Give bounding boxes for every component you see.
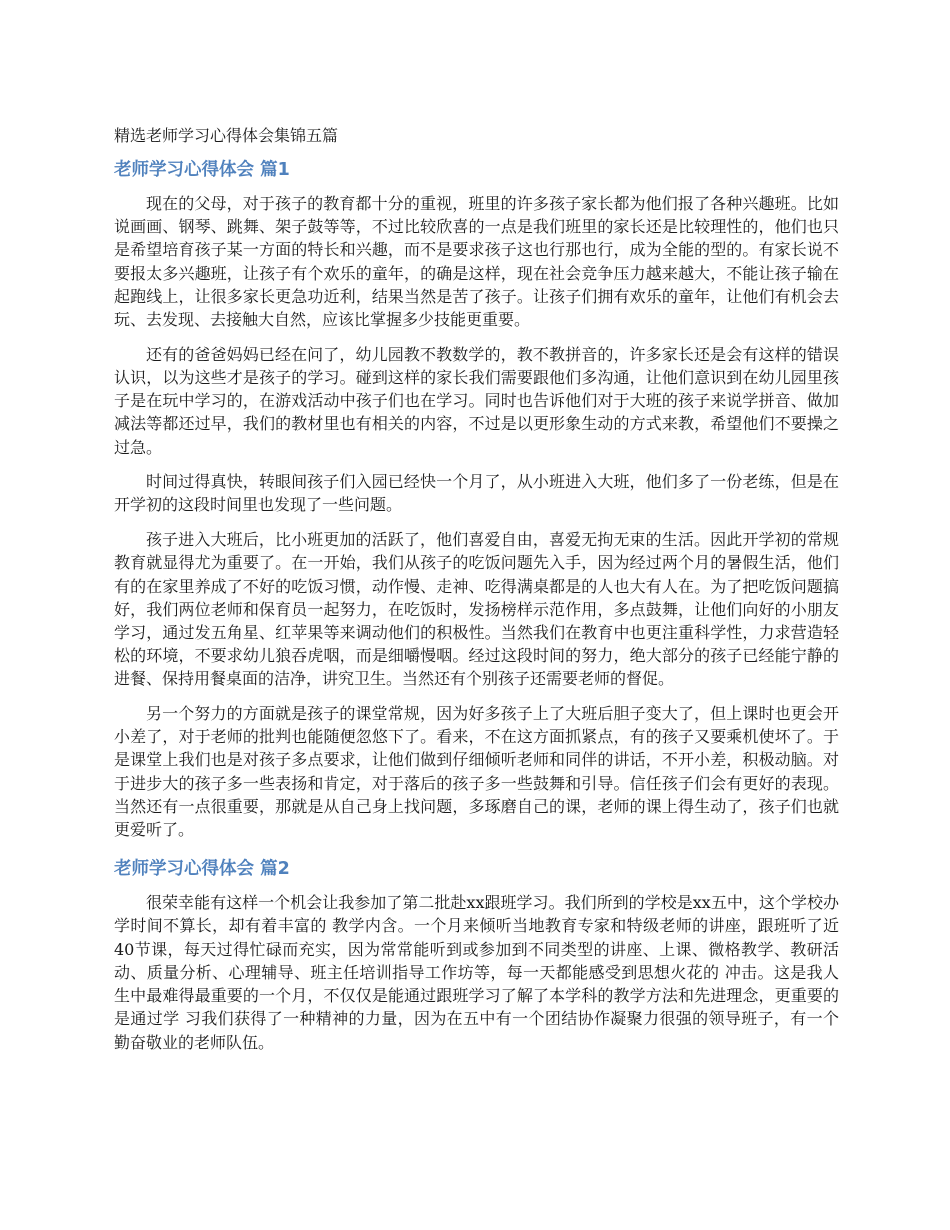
section-heading: 老师学习心得体会 篇2 — [114, 859, 290, 880]
paragraph: 时间过得真快，转眼间孩子们入园已经快一个月了，从小班进入大班，他们多了一份老练，但是在开学初的这段时间里也发现了一些问题。 — [114, 472, 839, 515]
paragraph: 另一个努力的方面就是孩子的课堂常规，因为好多孩子上了大班后胆子变大了，但上课时也更会开小差了，对于老师的批判也能随便忽悠下了。看来，不在这方面抓紧点，有的孩子又要乘机使坏了。于是课堂上我们也是对孩子多点要求，让他们做到仔细倾听老师和同伴的讲话，不开小差，积极动脑。对于进步大的孩子多一些表扬和肯定，对于落后的孩子多一些鼓舞和引导。信任孩子们会有更好的表现。当然还有一点很重要，那就是从自己身上找问题，多琢磨自己的课，老师的课上得生动了，孩子们也就更爱听了。 — [114, 704, 839, 840]
paragraph: 现在的父母，对于孩子的教育都十分的重视，班里的许多孩子家长都为他们报了各种兴趣班。比如说画画、钢琴、跳舞、架子鼓等等，不过比较欣喜的一点是我们班里的家长还是比较理性的，他们也只是希望培育孩子某一方面的特长和兴趣，而不是要求孩子这也行那也行，成为全能的型的。有家长说不要报太多兴趣班，让孩子有个欢乐的童年，的确是这样，现在社会竞争压力越来越大，不能让孩子输在起跑线上，让很多家长更急功近利，结果当然是苦了孩子。让孩子们拥有欢乐的童年，让他们有机会去玩、去发现、去接触大自然，应该比掌握多少技能更重要。 — [114, 194, 839, 330]
paragraph: 孩子进入大班后，比小班更加的活跃了，他们喜爱自由，喜爱无拘无束的生活。因此开学初的常规教育就显得尤为重要了。在一开始，我们从孩子的吃饭问题先入手，因为经过两个月的暑假生活，他们有的在家里养成了不好的吃饭习惯，动作慢、走神、吃得满桌都是的人也大有人在。为了把吃饭问题搞好，我们两位老师和保育员一起努力，在吃饭时，发扬榜样示范作用，多点鼓舞，让他们向好的小朋友学习，通过发五角星、红苹果等来调动他们的积极性。当然我们在教育中也更注重科学性，力求营造轻松的环境，不要求幼儿狼吞虎咽，而是细嚼慢咽。经过这段时间的努力，绝大部分的孩子已经能宁静的进餐、保持用餐桌面的洁净，讲究卫生。当然还有个别孩子还需要老师的督促。 — [114, 530, 839, 689]
section-1 — [114, 158, 839, 841]
document-title: 精选老师学习心得体会集锦五篇 — [114, 126, 339, 145]
section-2 — [114, 857, 839, 1053]
document-body — [114, 124, 839, 1065]
paragraph: 还有的爸爸妈妈已经在问了，幼儿园教不教数学的，教不教拼音的，许多家长还是会有这样的错误认识，以为这些才是孩子的学习。碰到这样的家长我们需要跟他们多沟通，让他们意识到在幼儿园里孩子是在玩中学习的，在游戏活动中孩子们也在学习。同时也告诉他们对于大班的孩子来说学拼音、做加减法等都还过早，我们的教材里也有相关的内容，不过是以更形象生动的方式来教，希望他们不要操之过急。 — [114, 344, 839, 457]
section-heading: 老师学习心得体会 篇1 — [114, 160, 290, 180]
paragraph: 很荣幸能有这样一个机会让我参加了第二批赴xx跟班学习。我们所到的学校是xx五中，这个学校办学时间不算长，却有着丰富的 教学内含。一个月来倾听当地教育专家和特级老师的讲座，跟班听了近40节课，每天过得忙碌而充实，因为常常能听到或参加到不同类型的讲座、上课、微格教学、教研活动、质量分析、心理辅导、班主任培训指导工作坊等，每一天都能感受到思想火花的 冲击。这是我人生中最难得最重要的一个月，不仅仅是能通过跟班学习了解了本学科的教学方法和先进理念，更重要的是通过学 习我们获得了一种精神的力量，因为在五中有一个团结协作凝聚力很强的领导班子，有一个勤奋敬业的老师队伍。 — [114, 893, 839, 1052]
